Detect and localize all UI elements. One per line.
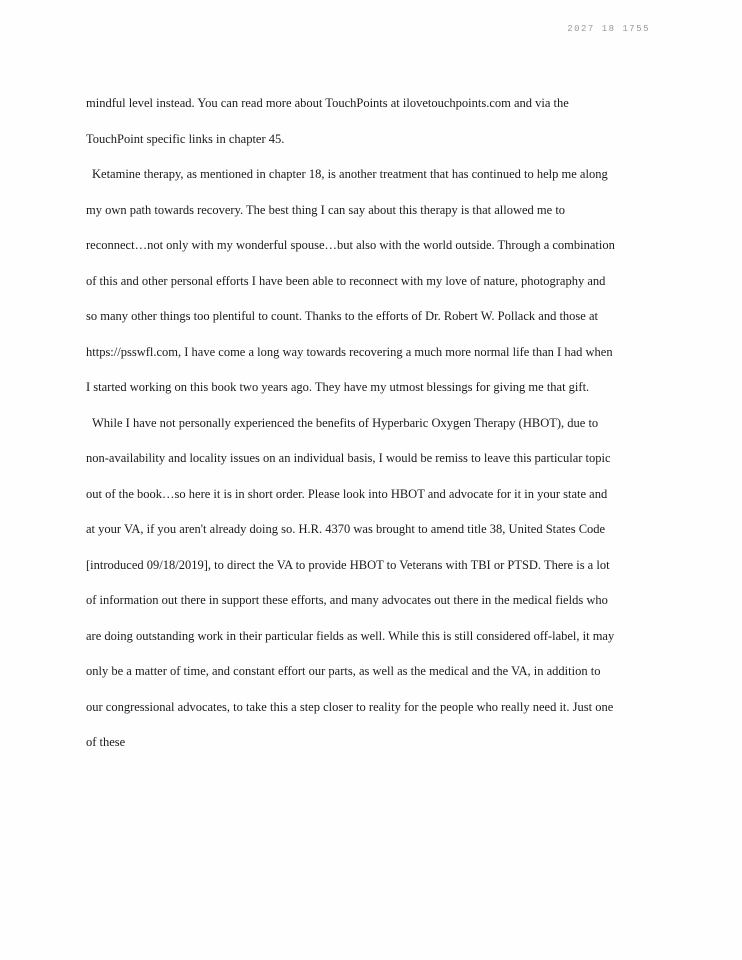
page-header-stamp: 2027 18 1755 xyxy=(567,24,650,34)
page-body xyxy=(86,86,616,761)
paragraph-hbot: While I have not personally experienced the benefits of Hyperbaric Oxygen Therapy (HBOT), due to non-availability and locality issues on an individual basis, I would be remiss to leave this particular topic out of the book…so here it is in short order. Please look into HBOT and advocate for it in your state and at your VA, if you aren't already doing so. H.R. 4370 was brought to amend title 38, United States Code [introduced 09/18/2019], to direct the VA to provide HBOT to Veterans with TBI or PTSD. There is a lot of information out there in support these efforts, and many advocates out there in the medical fields who are doing outstanding work in their particular fields as well. While this is still considered off-label, it may only be a matter of time, and constant effort our parts, as well as the medical and the VA, in addition to our congressional advocates, to take this a step closer to reality for the people who really need it. Just one of these xyxy=(86,415,615,749)
paragraph-ketamine-therapy: Ketamine therapy, as mentioned in chapter 18, is another treatment that has continued to help me along my own path towards recovery. The best thing I can say about this therapy is that allowed me to reconnect…not only with my wonderful spouse…but also with the world outside. Through a combination of this and other personal efforts I have been able to reconnect with my love of nature, photography and so many other things too plentiful to count. Thanks to the efforts of Dr. Robert W. Pollack and those at https://psswfl.com, I have come a long way towards recovering a much more normal life than I had when I started working on this book two years ago. They have my utmost blessings for giving me that gift. xyxy=(86,167,615,394)
paragraph-continuation: mindful level instead. You can read more about TouchPoints at ilovetouchpoints.com and via the TouchPoint specific links in chapter 45. xyxy=(86,96,569,146)
